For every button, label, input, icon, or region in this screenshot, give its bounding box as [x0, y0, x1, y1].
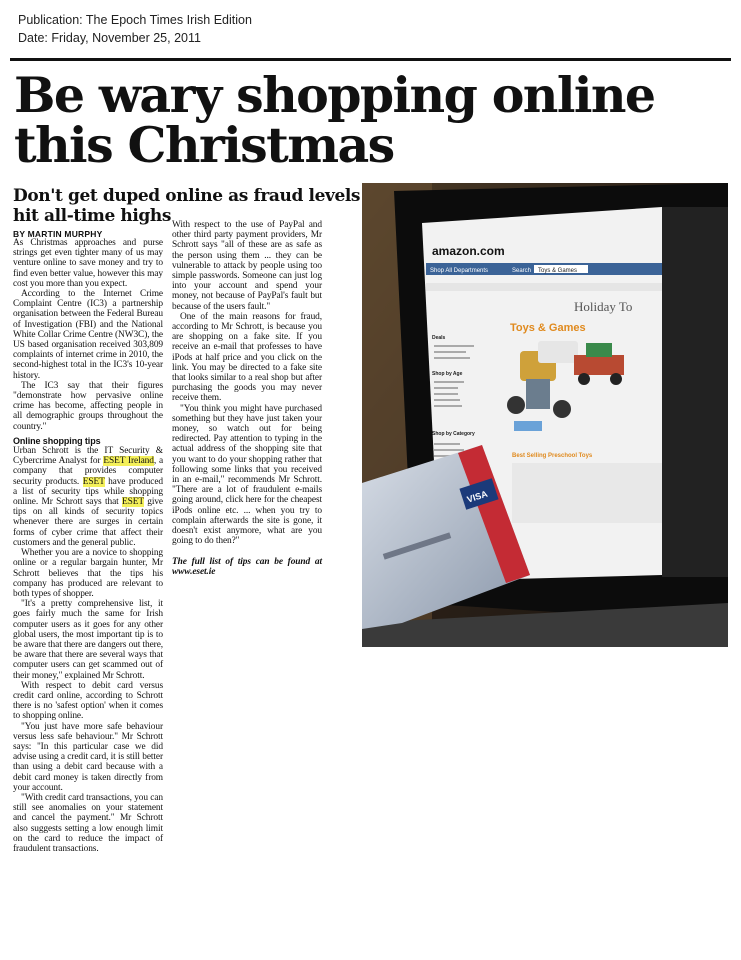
sidebar-deals: Deals [432, 335, 446, 341]
headline: Be wary shopping online this Christmas [14, 66, 655, 174]
highlight-eset-ireland: ESET Ireland [103, 456, 154, 467]
tips-heading: Online shopping tips [13, 435, 101, 446]
article-column-1 [13, 238, 163, 854]
paragraph: Whether you are a novice to shopping online or a regular bargain hunter, Mr Schrott believes that the tips his company has produced are relevant to both types of shopper. [13, 548, 163, 599]
holiday-banner: Holiday To [574, 299, 633, 314]
paragraph: "It's a pretty comprehensive list, it goes fairly much the same for Irish computer users as it goes for any other global users, the most important tip is to be aware that there are dangers out there, be aware that there are several ways that computer users can get scammed out of their money," explained Mr Schrott. [13, 599, 163, 681]
best-selling-section: Best Selling Preschool Toys [512, 453, 593, 459]
paragraph: "With credit card transactions, you can still see anomalies on your statement and cancel the payment." Mr Schrott also suggests setting a low enough limit on the card to reduce the impact of fraudulent transactions. [13, 792, 163, 854]
footer-note: The full list of tips can be found at www.eset.ie [172, 556, 322, 577]
card-logo: VISA [465, 488, 489, 505]
header-rule [10, 58, 731, 61]
date-line: Date: Friday, November 25, 2011 [18, 31, 201, 45]
sidebar-shop-by-category: Shop by Category [432, 431, 475, 437]
paragraph: "You just have more safe behaviour versus less safe behaviour." Mr Schrott says: "In this particular case we did advise using a credit card, it is still better than using a debit card because with a debit card money is taken directly from your account. [13, 721, 163, 793]
amazon-nav-label: Shop All Departments [430, 268, 489, 274]
byline: BY MARTIN MURPHY [13, 229, 103, 239]
paragraph: With respect to debit card versus credit card online, according to Schrott there is no 'safest option' when it comes to shopping online. [13, 680, 163, 722]
paragraph-eset: Urban Schrott is the IT Security & Cybercrime Analyst for ESET Ireland, a company that provides computer security products. ESET have produced a list of security tips while shopping online. Mr Schrott says that ESET give tips on all kinds of security topics whenever there are surges in certain forms of cyber crime that affect their customers and the general public. [13, 446, 163, 548]
paragraph: "You think you might have purchased something but they have just taken your money, so watch out for being redirected. Pay attention to typing in the actual address of the shopping site that you want to do your shopping rather that following some links that you received in an e-mail," recommends Mr Schrott. "There are a lot of fraudulent e-mails going around, click here for the cheapest iPods online etc. ... when you try to complain afterwards the site is gone, it doesn't exist anymore, what are you going to do then?" [172, 403, 322, 547]
paragraph: One of the main reasons for fraud, according to Mr Schrott, is because you are shopping on a fake site. If you receive an e-mail that professes to have iPods at half price and you click on the link. You may be directed to a fake site that looks similar to a real shop but after purchasing the goods you may never receive them. [172, 311, 322, 404]
toys-category-title: Toys & Games [510, 322, 586, 334]
laptop-shopping-photo [362, 183, 728, 647]
amazon-search-label: Search [512, 268, 532, 274]
paragraph: According to the Internet Crime Complaint Centre (IC3) a partnership organisation between the Federal Bureau of Investigation (FBI) and the National White Collar Crime Centre (NW3C), the US based organisation received 303,809 complaints of internet crime in 2010, the second-highest total in the IC3's 10-year history. [13, 289, 163, 381]
amazon-search-value: Toys & Games [538, 268, 578, 274]
highlight-eset: ESET [122, 497, 144, 508]
highlight-eset: ESET [82, 476, 105, 487]
sidebar-shop-by-age: Shop by Age [432, 371, 463, 377]
publication-line: Publication: The Epoch Times Irish Edition [18, 13, 252, 27]
article-photo [362, 183, 728, 647]
paragraph: As Christmas approaches and purse strings get even tighter many of us may venture online to save money and try to find even better value, however this may cost you more than you expect. [13, 238, 163, 289]
subheadline: Don't get duped online as fraud levels hit all-time highs [13, 186, 361, 226]
amazon-logo: amazon.com [432, 244, 505, 258]
paragraph: The IC3 say that their figures "demonstrate how pervasive online crime has become, affecting people in all demographic groups throughout the country." [13, 380, 163, 432]
paragraph: With respect to the use of PayPal and other third party payment providers, Mr Schrott says "all of these are as safe as the person using them ... they can be vulnerable to attack by people using too simple passwords. Someone can just log into your account and spend your money, not because of PayPal's fault but because of the users fault." [172, 220, 322, 312]
article-column-2 [172, 220, 322, 577]
